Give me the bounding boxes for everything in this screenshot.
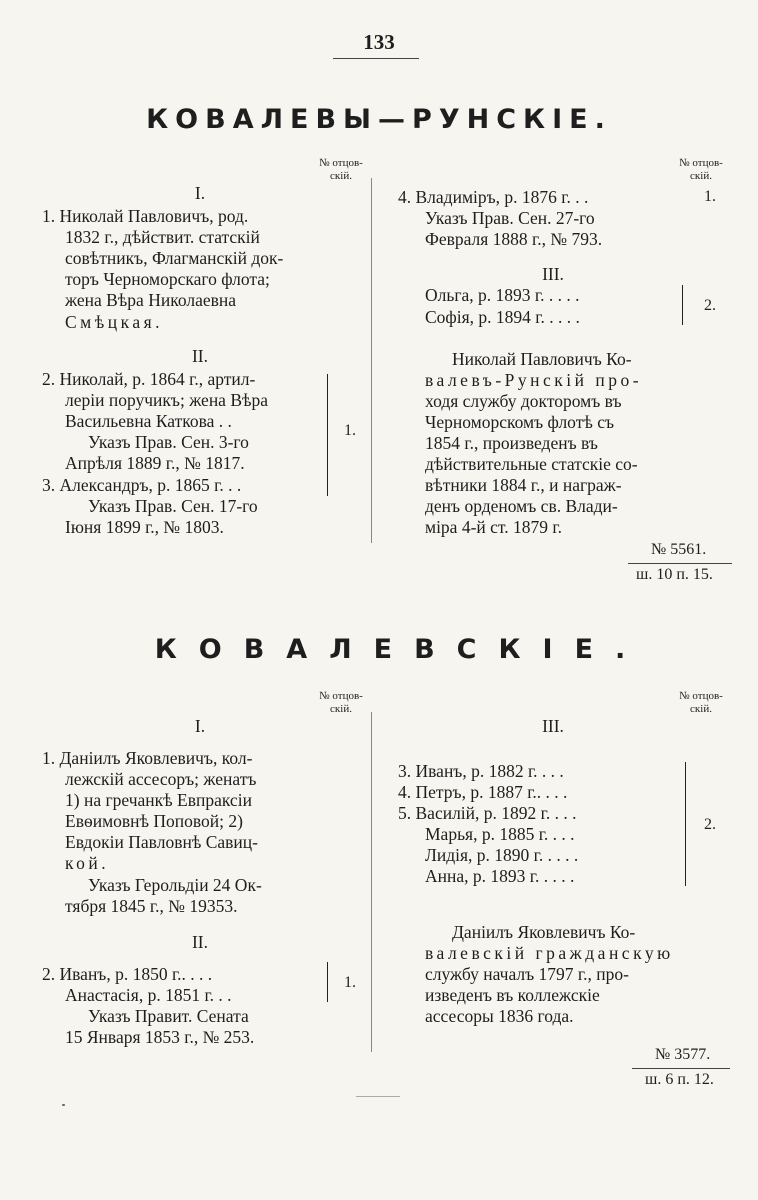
- gen3-line: Ольга, р. 1893 г. . . . .: [425, 285, 580, 305]
- gen2-bracket: [327, 374, 328, 496]
- left-col-header-2-line2: скій.: [330, 703, 352, 715]
- page-number: 133: [363, 30, 395, 54]
- gen1-line: Смѣцкая.: [65, 312, 164, 332]
- gen2-line: Указъ Прав. Сен. 3-го: [88, 432, 249, 452]
- gen2-line: Указъ Прав. Сен. 17-го: [88, 496, 258, 516]
- left-col-header-2: [308, 690, 374, 716]
- note-line: изведенъ въ коллежскіе: [425, 985, 600, 1005]
- archive-number: № 3577.: [655, 1046, 711, 1063]
- ink-speck: [62, 1104, 65, 1106]
- gen3-bracket: [685, 762, 686, 886]
- gen1-line: жена Вѣра Николаевна: [65, 290, 237, 310]
- gen1-line: Евдокіи Павловнѣ Савиц-: [65, 832, 258, 852]
- gen3-line: 5. Василій, р. 1892 г. . . .: [398, 803, 577, 823]
- generation-1-label: I.: [194, 183, 206, 203]
- note-line: ходя службу докторомъ въ: [425, 391, 622, 411]
- gen2-line: Анастасія, р. 1851 г. . .: [65, 985, 232, 1005]
- note-line: ассесоры 1836 года.: [425, 1006, 574, 1026]
- right-col-header-2: [666, 690, 736, 716]
- right-col-header-2-line1: № отцов-: [679, 690, 723, 702]
- note-line: валевскій гражданскую: [425, 943, 674, 963]
- note-line: Даніилъ Яковлевичъ Ко-: [452, 922, 636, 942]
- gen2-line: 15 Января 1853 г., № 253.: [65, 1027, 255, 1047]
- gen2-bracket: [327, 962, 328, 1002]
- note-line: Николай Павловичъ Ко-: [452, 349, 632, 369]
- generation-1-label: I.: [194, 716, 206, 736]
- right-line: Указъ Прав. Сен. 27-го: [425, 208, 595, 228]
- right-col-header-1-line1: № отцов-: [679, 157, 723, 169]
- right-line: 4. Владиміръ, р. 1876 г. . .: [398, 187, 589, 207]
- gen1-line: Евѳимовнѣ Поповой; 2): [65, 811, 243, 831]
- note-line: 1854 г., произведенъ въ: [425, 433, 598, 453]
- gen1-line: 1832 г., дѣйствит. статскій: [65, 227, 260, 247]
- gen1-line: лежскій ассесоръ; женатъ: [65, 769, 257, 789]
- gen3-father-number: 2.: [704, 297, 716, 314]
- right-father-number: 1.: [704, 188, 716, 205]
- gen2-line: 3. Александръ, р. 1865 г. . .: [42, 475, 242, 495]
- gen2-line: Апрѣля 1889 г., № 1817.: [65, 453, 245, 473]
- column-divider-2: [371, 712, 372, 1052]
- note-line: валевъ-Рунскій про-: [425, 370, 643, 390]
- generation-2-label: II.: [191, 932, 209, 952]
- gen2-line: 2. Николай, р. 1864 г., артил-: [42, 369, 256, 389]
- page-bottom-rule: [356, 1096, 400, 1097]
- gen3-line: Анна, р. 1893 г. . . . .: [425, 866, 575, 886]
- section-title-kovalevskie: КОВАЛЕВСКІЕ.: [154, 634, 648, 665]
- gen1-line: совѣтникъ, Флагманскій док-: [65, 248, 284, 268]
- right-line: Февраля 1888 г., № 793.: [425, 229, 603, 249]
- gen2-father-number: 1.: [344, 422, 356, 439]
- archive-rule: [632, 1068, 730, 1069]
- note-line: міра 4-й ст. 1879 г.: [425, 517, 562, 537]
- gen2-line: 2. Иванъ, р. 1850 г.. . . .: [42, 964, 213, 984]
- left-col-header-2-line1: № отцов-: [319, 690, 363, 702]
- gen3-father-number: 2.: [704, 816, 716, 833]
- archive-rule: [628, 563, 732, 564]
- gen3-bracket: [682, 285, 683, 325]
- gen3-line: 4. Петръ, р. 1887 г.. . . .: [398, 782, 568, 802]
- gen2-father-number: 1.: [344, 974, 356, 991]
- gen3-line: Лидія, р. 1890 г. . . . .: [425, 845, 579, 865]
- gen2-line: Указъ Правит. Сената: [88, 1006, 249, 1026]
- right-col-header-1-line2: скій.: [690, 170, 712, 182]
- gen3-line: Марья, р. 1885 г. . . .: [425, 824, 575, 844]
- note-line: дѣйствительные статскіе со-: [425, 454, 638, 474]
- gen2-line: Васильевна Каткова . .: [65, 411, 232, 431]
- archive-location: ш. 10 п. 15.: [636, 566, 713, 583]
- gen1-line: 1. Николай Павловичъ, род.: [42, 206, 249, 226]
- gen1-line: торъ Черноморскаго флота;: [65, 269, 270, 289]
- section-title-kovalevy-runskie: КОВАЛЕВЫ—РУНСКІЕ.: [146, 104, 612, 135]
- gen2-line: леріи поручикъ; жена Вѣра: [65, 390, 269, 410]
- generation-3-label: III.: [542, 716, 564, 736]
- gen1-line: 1) на гречанкѣ Евпраксіи: [65, 790, 252, 810]
- note-line: Черноморскомъ флотѣ съ: [425, 412, 615, 432]
- left-col-header-1: [308, 157, 374, 183]
- gen1-line: 1. Даніилъ Яковлевичъ, кол-: [42, 748, 253, 768]
- left-col-header-1-line2: скій.: [330, 170, 352, 182]
- generation-2-label: II.: [191, 346, 209, 366]
- note-line: денъ орденомъ св. Влади-: [425, 496, 618, 516]
- gen1-line: тября 1845 г., № 19353.: [65, 896, 238, 916]
- generation-3-label: III.: [542, 264, 564, 284]
- right-col-header-2-line2: скій.: [690, 703, 712, 715]
- archive-number: № 5561.: [651, 541, 707, 558]
- right-col-header-1: [666, 157, 736, 183]
- gen2-line: Іюня 1899 г., № 1803.: [65, 517, 224, 537]
- gen1-line: Указъ Герольдіи 24 Ок-: [88, 875, 262, 895]
- note-line: службу началъ 1797 г., про-: [425, 964, 629, 984]
- note-line: вѣтники 1884 г., и награж-: [425, 475, 622, 495]
- header-rule: [333, 58, 419, 59]
- gen3-line: Софія, р. 1894 г. . . . .: [425, 307, 580, 327]
- archive-location: ш. 6 п. 12.: [645, 1071, 714, 1088]
- gen3-line: 3. Иванъ, р. 1882 г. . . .: [398, 761, 564, 781]
- column-divider-1: [371, 178, 372, 543]
- left-col-header-1-line1: № отцов-: [319, 157, 363, 169]
- gen1-line: кой.: [65, 853, 110, 873]
